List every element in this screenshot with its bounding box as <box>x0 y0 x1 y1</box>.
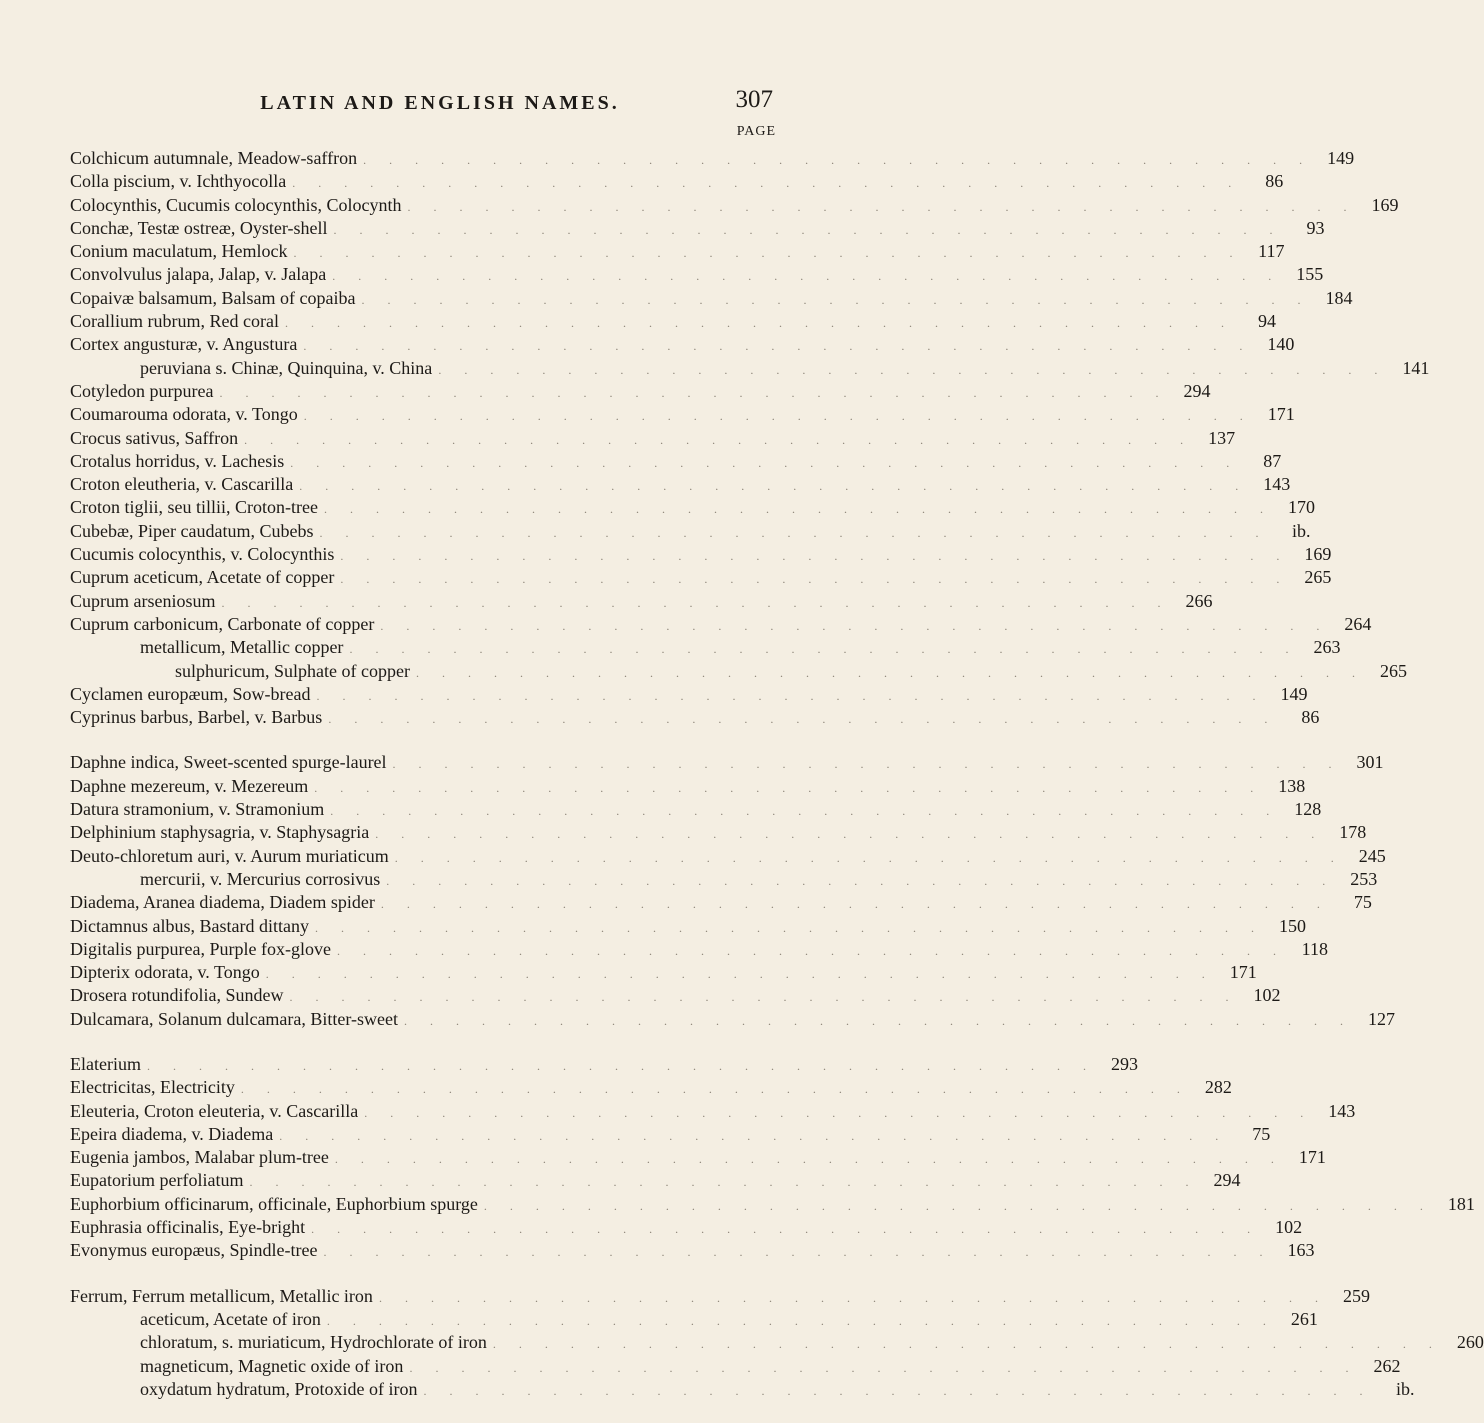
entry-page: 150 <box>1278 915 1306 936</box>
entry-name: Conchæ, Testæ ostreæ, Oyster-shell <box>70 217 328 238</box>
entry-name: Ferrum, Ferrum metallicum, Metallic iron <box>70 1285 373 1306</box>
entry-name: Cucumis colocynthis, v. Colocynthis <box>70 544 335 565</box>
entry-name: Dulcamara, Solanum dulcamara, Bitter-sweet <box>70 1008 399 1029</box>
entry-page: 294 <box>1213 1170 1241 1191</box>
entry-page: 169 <box>1304 544 1332 565</box>
dot-leader <box>432 359 1393 382</box>
index-entry <box>70 1355 1401 1378</box>
index-entry <box>70 613 1372 636</box>
index-entry <box>70 333 1295 356</box>
dot-leader <box>375 893 1336 916</box>
entry-page: 102 <box>1253 985 1281 1006</box>
dot-leader <box>293 475 1254 498</box>
entry-page: 143 <box>1328 1100 1356 1121</box>
dot-leader <box>213 382 1174 405</box>
entry-name: Diadema, Aranea diadema, Diadem spider <box>70 892 375 913</box>
entry-page: 149 <box>1280 683 1308 704</box>
entry-name: mercurii, v. Mercurius corrosivus <box>140 868 381 889</box>
entry-page: 141 <box>1402 357 1430 378</box>
entry-name: Deuto-chloretum auri, v. Aurum muriaticum <box>70 845 389 866</box>
dot-leader <box>260 963 1221 986</box>
entry-page: 262 <box>1373 1355 1401 1376</box>
entry-name: Cortex angusturæ, v. Angustura <box>70 334 298 355</box>
dot-leader <box>324 800 1285 823</box>
index-entry <box>70 1076 1232 1099</box>
dot-leader <box>326 265 1287 288</box>
index-entry <box>70 1169 1241 1192</box>
dot-leader <box>358 1102 1319 1125</box>
dot-leader <box>373 1287 1334 1310</box>
index-entry <box>70 217 1325 240</box>
entry-page: 171 <box>1298 1147 1326 1168</box>
entry-name: Copaivæ balsamum, Balsam of copaiba <box>70 287 356 308</box>
dot-leader <box>410 662 1371 685</box>
dot-leader <box>235 1078 1196 1101</box>
index-entry <box>70 287 1353 310</box>
entry-page: 259 <box>1342 1285 1370 1306</box>
entry-name: Convolvulus jalapa, Jalap, v. Jalapa <box>70 264 327 285</box>
entry-name: Crocus sativus, Saffron <box>70 427 239 448</box>
entry-name: Cyclamen europæum, Sow-bread <box>70 683 311 704</box>
entry-page: 301 <box>1356 752 1384 773</box>
index-entry <box>70 566 1332 589</box>
entry-page: 138 <box>1278 775 1306 796</box>
index-entry <box>70 450 1282 473</box>
index-entry <box>70 751 1384 774</box>
dot-leader <box>389 847 1350 870</box>
entry-page: 93 <box>1306 217 1325 238</box>
entry-name: chloratum, s. muriaticum, Hydrochlorate of iron <box>140 1332 487 1353</box>
entry-name: Daphne mezereum, v. Mezereum <box>70 775 309 796</box>
entry-name: Delphinium staphysagria, v. Staphysagria <box>70 822 370 843</box>
index-entry <box>70 821 1367 844</box>
entry-page: 87 <box>1263 450 1282 471</box>
entry-name: peruviana s. Chinæ, Quinquina, v. China <box>140 357 433 378</box>
entry-page: 253 <box>1350 868 1378 889</box>
entry-page: 137 <box>1208 427 1236 448</box>
index-entry <box>70 1146 1326 1169</box>
index-entry <box>70 263 1324 286</box>
dot-leader <box>297 335 1258 358</box>
index-entry <box>70 240 1285 263</box>
dot-leader <box>238 429 1199 452</box>
dot-leader <box>403 1357 1364 1380</box>
index-entry <box>70 310 1276 333</box>
dot-leader <box>286 172 1247 195</box>
entry-page: 128 <box>1294 799 1322 820</box>
entry-page: 184 <box>1325 287 1353 308</box>
dot-leader <box>329 1148 1290 1171</box>
index-entry <box>70 1239 1315 1262</box>
index-entry <box>70 380 1211 403</box>
index-entry <box>70 938 1328 961</box>
entry-page: 178 <box>1339 822 1367 843</box>
index-entry <box>70 1053 1138 1076</box>
entry-page: 171 <box>1267 404 1295 425</box>
running-head: LATIN AND ENGLISH NAMES. <box>260 92 620 114</box>
page-number: 307 <box>735 86 773 113</box>
index-entry <box>70 636 1341 659</box>
entry-name: Digitalis purpurea, Purple fox-glove <box>70 938 331 959</box>
entry-page: 265 <box>1304 567 1332 588</box>
dot-leader <box>283 986 1244 1009</box>
entry-page: 263 <box>1313 637 1341 658</box>
index-entry <box>70 1285 1370 1308</box>
entry-page: 127 <box>1368 1008 1396 1029</box>
dot-leader <box>309 917 1270 940</box>
index-entry <box>70 1308 1318 1331</box>
page-column-label: PAGE <box>736 124 776 139</box>
entry-page: 265 <box>1379 660 1407 681</box>
index-entry <box>70 1100 1356 1123</box>
entry-name: Euphrasia officinalis, Eye-bright <box>70 1217 306 1238</box>
index-entry <box>70 147 1355 170</box>
index-entry <box>70 845 1386 868</box>
dot-leader <box>343 638 1304 661</box>
entry-page: 118 <box>1301 938 1328 959</box>
entry-name: Datura stramonium, v. Stramonium <box>70 799 325 820</box>
entry-page: 163 <box>1287 1240 1315 1261</box>
entry-name: Cuprum arseniosum <box>70 590 216 611</box>
entry-group <box>70 751 1396 1031</box>
entry-name: aceticum, Acetate of iron <box>140 1308 321 1329</box>
entry-page: ib. <box>1291 520 1311 541</box>
entry-name: Eupatorium perfoliatum <box>70 1170 244 1191</box>
dot-leader <box>318 498 1279 521</box>
index-entry <box>70 706 1320 729</box>
entry-page: 143 <box>1263 474 1291 495</box>
entry-name: Cyprinus barbus, Barbel, v. Barbus <box>70 707 323 728</box>
dot-leader <box>279 312 1240 335</box>
dot-leader <box>374 615 1335 638</box>
index-entry <box>70 961 1257 984</box>
entry-page: 75 <box>1353 892 1372 913</box>
entry-name: Crotalus horridus, v. Lachesis <box>70 450 285 471</box>
dot-leader <box>334 568 1295 591</box>
entry-page: 170 <box>1287 497 1315 518</box>
entry-page: 261 <box>1290 1308 1318 1329</box>
dot-leader <box>284 452 1245 475</box>
entry-group <box>70 147 1430 729</box>
entry-page: 86 <box>1301 707 1320 728</box>
dot-leader <box>308 777 1269 800</box>
entry-page: 149 <box>1327 148 1355 168</box>
dot-leader <box>298 405 1259 428</box>
index-entry <box>70 520 1311 543</box>
entry-name: Daphne indica, Sweet-scented spurge-laurel <box>70 752 387 773</box>
entry-name: Croton eleutheria, v. Cascarilla <box>70 474 294 495</box>
entry-name: Evonymus europæus, Spindle-tree <box>70 1240 318 1261</box>
dot-leader <box>287 242 1248 265</box>
entry-name: Conium maculatum, Hemlock <box>70 241 288 262</box>
dot-leader <box>487 1333 1448 1356</box>
index-entry <box>70 427 1236 450</box>
dot-leader <box>402 196 1363 219</box>
index-entry <box>70 1216 1303 1239</box>
index-entry <box>70 496 1315 519</box>
index-entry <box>70 984 1281 1007</box>
entry-page: 102 <box>1275 1217 1303 1238</box>
entry-name: Dictamnus albus, Bastard dittany <box>70 915 309 936</box>
index-entry <box>70 194 1399 217</box>
dot-leader <box>380 870 1341 893</box>
dot-leader <box>243 1171 1204 1194</box>
dot-leader <box>357 149 1318 172</box>
index-entry <box>70 473 1291 496</box>
dot-leader <box>398 1010 1359 1033</box>
entry-name: Drosera rotundifolia, Sundew <box>70 985 284 1006</box>
dot-leader <box>387 753 1348 776</box>
index-entry <box>70 403 1295 426</box>
index-entries <box>70 147 1484 1423</box>
entry-page: 117 <box>1258 241 1285 262</box>
entry-page: 181 <box>1447 1193 1475 1214</box>
entry-page: 282 <box>1204 1077 1232 1098</box>
entry-page: 266 <box>1185 590 1213 611</box>
dot-leader <box>478 1195 1439 1218</box>
entry-name: Cuprum carbonicum, Carbonate of copper <box>70 613 375 634</box>
dot-leader <box>417 1380 1378 1403</box>
index-entry <box>70 868 1378 891</box>
dot-leader <box>310 685 1271 708</box>
index-entry <box>70 1008 1396 1031</box>
entry-page: ib. <box>1395 1378 1415 1399</box>
dot-leader <box>216 592 1177 615</box>
entry-name: sulphuricum, Sulphate of copper <box>175 660 410 681</box>
entry-name: Cotyledon purpurea <box>70 380 214 401</box>
dot-leader <box>313 522 1274 545</box>
dot-leader <box>321 1310 1282 1333</box>
entry-name: Coumarouma odorata, v. Tongo <box>70 404 298 425</box>
entry-name: Elaterium <box>70 1053 141 1074</box>
entry-page: 94 <box>1257 311 1276 332</box>
entry-page: 169 <box>1371 194 1399 215</box>
entry-page: 245 <box>1358 845 1386 866</box>
entry-page: 171 <box>1229 962 1257 983</box>
entry-page: 86 <box>1265 171 1284 192</box>
entry-name: Euphorbium officinarum, officinale, Euphorbium spurge <box>70 1193 478 1214</box>
index-entry <box>70 660 1407 683</box>
entry-name: metallicum, Metallic copper <box>140 637 344 658</box>
entry-name: Colocynthis, Cucumis colocynthis, Colocynth <box>70 194 402 215</box>
entry-name: Cuprum aceticum, Acetate of copper <box>70 567 335 588</box>
dot-leader <box>317 1241 1278 1264</box>
index-entry <box>70 543 1332 566</box>
entry-name: Colchicum autumnale, Meadow-saffron <box>70 148 358 168</box>
dot-leader <box>334 545 1295 568</box>
entry-name: Colla piscium, v. Ichthyocolla <box>70 171 287 192</box>
entry-name: Electricitas, Electricity <box>70 1077 235 1098</box>
index-entry <box>70 1193 1475 1216</box>
entry-name: Eugenia jambos, Malabar plum-tree <box>70 1147 329 1168</box>
entry-page: 75 <box>1252 1123 1271 1144</box>
entry-page: 140 <box>1267 334 1295 355</box>
entry-name: Corallium rubrum, Red coral <box>70 311 279 332</box>
index-entry <box>70 775 1306 798</box>
dot-leader <box>305 1218 1266 1241</box>
entry-page: 293 <box>1110 1053 1138 1074</box>
dot-leader <box>355 289 1316 312</box>
entry-name: magneticum, Magnetic oxide of iron <box>140 1355 404 1376</box>
index-entry <box>70 1123 1271 1146</box>
index-entry <box>70 1378 1415 1401</box>
entry-name: Eleuteria, Croton eleuteria, v. Cascarilla <box>70 1100 359 1121</box>
index-entry <box>70 891 1372 914</box>
dot-leader <box>331 940 1292 963</box>
index-entry <box>70 170 1284 193</box>
dot-leader <box>273 1125 1234 1148</box>
entry-name: Dipterix odorata, v. Tongo <box>70 962 260 983</box>
entry-page: 294 <box>1183 380 1211 401</box>
entry-page: 264 <box>1344 613 1372 634</box>
dot-leader <box>328 219 1289 242</box>
entry-group <box>70 1285 1484 1401</box>
entry-name: Croton tiglii, seu tillii, Croton-tree <box>70 497 318 518</box>
dot-leader <box>322 708 1283 731</box>
index-entry <box>70 683 1308 706</box>
index-entry <box>70 357 1430 380</box>
dot-leader <box>141 1055 1102 1078</box>
entry-page: 260 <box>1456 1332 1484 1353</box>
entry-name: Cubebæ, Piper caudatum, Cubebs <box>70 520 314 541</box>
entry-name: oxydatum hydratum, Protoxide of iron <box>140 1378 418 1399</box>
entry-group <box>70 1053 1475 1263</box>
dot-leader <box>369 823 1330 846</box>
entry-page: 155 <box>1296 264 1324 285</box>
entry-name: Epeira diadema, v. Diadema <box>70 1123 274 1144</box>
index-entry <box>70 798 1322 821</box>
index-entry <box>70 915 1306 938</box>
index-entry <box>70 590 1213 613</box>
index-entry <box>70 1331 1484 1354</box>
